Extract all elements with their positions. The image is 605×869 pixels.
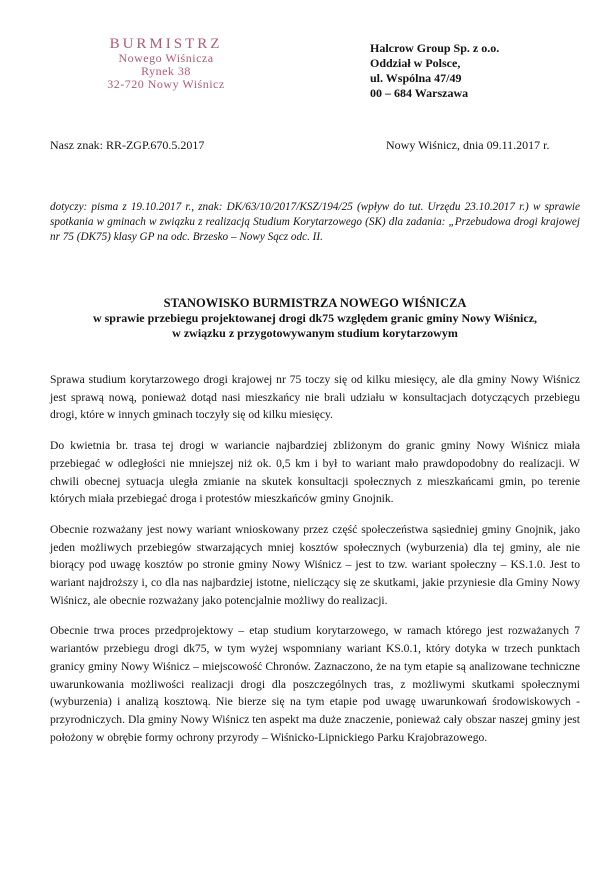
stamp-street: Rynek 38 bbox=[141, 64, 191, 78]
recipient-street: ul. Wspólna 47/49 bbox=[370, 71, 462, 85]
document-heading bbox=[50, 296, 580, 341]
stamp-municipality: Nowego Wiśnicza bbox=[118, 51, 214, 65]
stamp-title: BURMISTRZ bbox=[109, 36, 223, 52]
recipient-company: Halcrow Group Sp. z o.o. bbox=[370, 41, 500, 55]
letter-body bbox=[50, 371, 580, 759]
our-reference: Nasz znak: RR-ZGP.670.5.2017 bbox=[50, 138, 205, 152]
heading-subtitle-2: w związku z przygotowywanym studium korytarzowym bbox=[172, 326, 458, 340]
recipient-address bbox=[370, 41, 499, 101]
stamp-postcode-city: 32-720 Nowy Wiśnicz bbox=[107, 77, 225, 91]
concerns-paragraph: dotyczy: pisma z 19.10.2017 r., znak: DK/63/10/2017/KSZ/194/25 (wpływ do tut. Urzędu 23.10.2017 r.) w sprawie spotkania w gminach w związku z realizacją Studium Korytarzowego (SK) dla zadania: „Przebudowa drogi krajowej nr 75 (DK75) klasy GP na odc. Brzesko – Nowy Sącz odc. II. bbox=[50, 201, 580, 243]
mayor-stamp bbox=[86, 36, 246, 91]
body-paragraph-4: Obecnie trwa proces przedprojektowy – etap studium korytarzowego, w ramach którego jest rozważanych 7 wariantów przebiegu drogi dk75, w tym wyżej wspomniany wariant KS.0.1, który dotyka w trzech punktach granicy gminy Nowy Wiśnicz – miejscowość Chronów. Zaznaczono, że na tym etapie są analizowane techniczne uwarunkowania możliwości realizacji drogi dla poszczególnych tras, z możliwymi skutkami społecznymi (wyburzenia) i analizą kosztową. Nie bierze się na tym etapie pod uwagę uwarunkowań środowiskowych - przyrodniczych. Dla gminy Nowy Wiśnicz ten aspekt ma duże znaczenie, ponieważ cały obszar naszej gminy jest położony w obrębie formy ochrony przyrody – Wiśnicko-Lipnickiego Parku Krajobrazowego. bbox=[50, 624, 580, 744]
heading-title: STANOWISKO BURMISTRZA NOWEGO WIŚNICZA bbox=[163, 296, 467, 310]
place-and-date: Nowy Wiśnicz, dnia 09.11.2017 r. bbox=[386, 138, 550, 152]
body-paragraph-1: Sprawa studium korytarzowego drogi krajowej nr 75 toczy się od kilku miesięcy, ale dla gminy Nowy Wiśnicz jest sprawą nową, ponieważ dotąd nasi mieszkańcy nie brali udziału w konsultacjach dotyczących przebiegu drogi, które w innych gminach toczyły się od kilku miesięcy. bbox=[50, 373, 580, 422]
body-paragraph-2: Do kwietnia br. trasa tej drogi w wariancie najbardziej zbliżonym do granic gminy Nowy Wiśnicz miała przebiegać w odległości nie mniejszej niż ok. 0,5 km i był to wariant mało prawdopodobny do realizacji. W chwili obecnej sytuacja uległa zmianie na skutek konsultacji społecznych z mieszkańcami gmin, po terenie których miała przebiegać droga i protestów mieszkańców gminy Gnojnik. bbox=[50, 439, 580, 506]
body-paragraph-3: Obecnie rozważany jest nowy wariant wnioskowany przez część społeczeństwa sąsiedniej gminy Gnojnik, jako jeden możliwych przebiegów stwarzających mniej kosztów społecznych (wyburzenia) dla tej gminy, ale nie biorący pod uwagę kosztów po stronie gminy Nowy Wiśnicz – jest to tzw. wariant społeczny – KS.1.0. Jest to wariant najdroższy i, co dla nas najbardziej istotne, nieliczący się ze skutkami, jakie przyniesie dla Gminy Nowy Wiśnicz, ale obecnie rozważany jako potencjalnie możliwy do realizacji. bbox=[50, 522, 580, 607]
recipient-city: 00 – 684 Warszawa bbox=[370, 86, 469, 100]
recipient-branch: Oddział w Polsce, bbox=[370, 56, 461, 70]
heading-subtitle-1: w sprawie przebiegu projektowanej drogi dk75 względem granic gminy Nowy Wiśnicz, bbox=[92, 311, 538, 325]
